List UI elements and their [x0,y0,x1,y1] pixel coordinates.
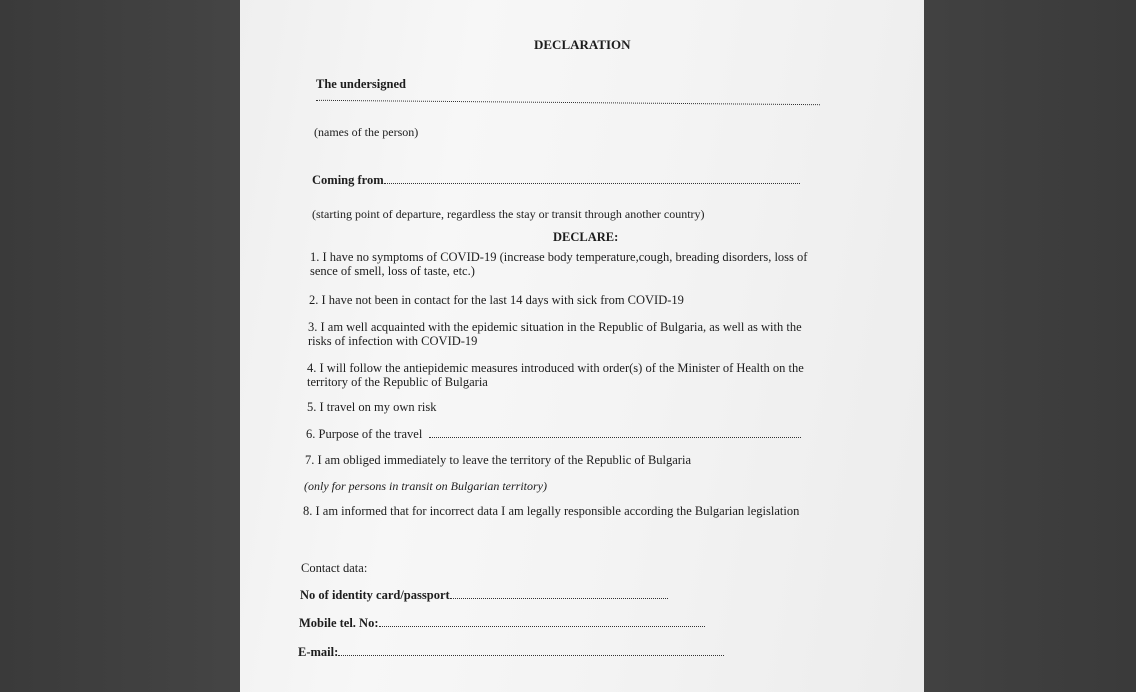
coming-from-fill-line[interactable] [384,173,800,184]
email-row [298,645,724,660]
mobile-label: Mobile tel. No: [299,616,379,630]
purpose-fill-line[interactable] [429,427,801,438]
item-4 [307,361,804,389]
item-5: 5. I travel on my own risk [307,400,437,414]
mobile-row [299,616,705,631]
contact-heading: Contact data: [301,561,368,575]
item-1 [310,250,807,278]
email-label: E-mail: [298,645,339,659]
item-4-line1: 4. I will follow the antiepidemic measures introduced with order(s) of the Minister of Health on the [307,361,804,375]
item-6-row [306,427,801,442]
name-fill-line[interactable] [316,100,820,105]
item-1-line2: sence of smell, loss of taste, etc.) [310,264,475,278]
id-label: No of identity card/passport [300,588,450,602]
item-4-line2: territory of the Republic of Bulgaria [307,375,488,389]
email-fill-line[interactable] [338,645,724,656]
names-hint: (names of the person) [314,125,419,139]
transit-note: (only for persons in transit on Bulgarian territory) [304,479,547,493]
item-6-label: 6. Purpose of the travel [306,427,423,441]
item-3 [308,320,802,348]
departure-hint: (starting point of departure, regardless the stay or transit through another country) [312,207,705,221]
id-row [300,588,668,603]
declaration-paper [240,0,924,692]
coming-from-label: Coming from [312,173,384,187]
item-8: 8. I am informed that for incorrect data I am legally responsible according the Bulgarian legislation [303,504,800,518]
item-2: 2. I have not been in contact for the last 14 days with sick from COVID-19 [309,293,684,307]
coming-from-row [312,173,800,188]
item-7: 7. I am obliged immediately to leave the territory of the Republic of Bulgaria [305,453,691,467]
item-3-line1: 3. I am well acquainted with the epidemic situation in the Republic of Bulgaria, as well as with the [308,320,802,334]
item-3-line2: risks of infection with COVID-19 [308,334,478,348]
mobile-fill-line[interactable] [379,616,705,627]
id-fill-line[interactable] [450,588,668,599]
undersigned-label: The undersigned [316,77,406,91]
declare-heading: DECLARE: [553,230,619,244]
document-title: DECLARATION [534,37,631,52]
item-1-line1: 1. I have no symptoms of COVID-19 (increase body temperature,cough, breading disorders, loss of [310,250,808,264]
